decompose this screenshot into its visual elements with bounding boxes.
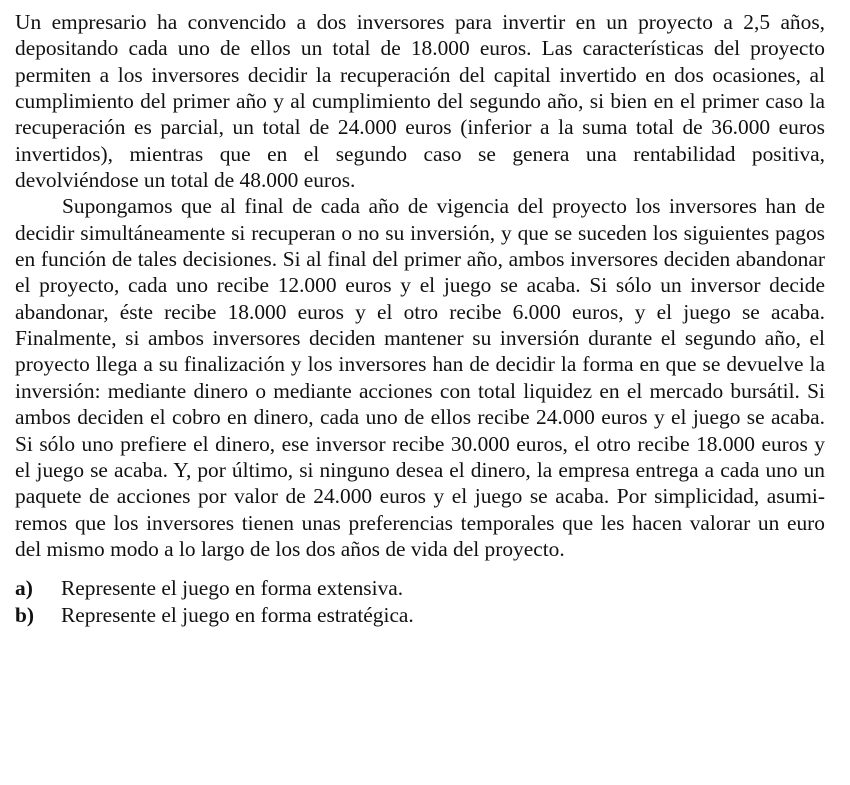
exercise-document bbox=[15, 9, 825, 629]
question-list bbox=[15, 575, 825, 629]
question-b-label: b) bbox=[15, 603, 35, 628]
question-a-label: a) bbox=[15, 576, 33, 601]
paragraph-intro: Un empresario ha convencido a dos inversores para invertir en un proyecto a 2,5 años, depositando cada uno de ellos un total de 18.000 euros. Las características del proyecto permiten a los inversores decidir la recuperación del capital invertido en dos ocasiones, al cumplimiento del primer año y al cumplimiento del segundo año, si bien en el primer caso la recuperación es parcial, un total de 24.000 euros (inferior a la suma total de 36.000 euros invertidos), mientras que en el segundo caso se genera una rentabilidad positiva, devolviéndose un total de 48.000 euros. bbox=[15, 10, 825, 193]
paragraph-payoffs: Supongamos que al final de cada año de vigencia del proyecto los inversores han de decidir simultáneamente si recuperan o no su inversión, y que se suceden los siguientes pagos en función de tales decisiones. Si al final del primer año, ambos inversores deciden abandonar el proyecto, cada uno recibe 12.000 euros y el juego se acaba. Si sólo un inversor decide abandonar, éste recibe 18.000 euros y el otro recibe 6.000 euros, y el juego se acaba. Finalmente, si ambos inversores deciden mantener su inversión durante el segundo año, el proyecto llega a su finalización y los inversores han de decidir la forma en que se devuelve la inversión: mediante dinero o mediante acciones con total liquidez en el mercado bursátil. Si ambos deciden el cobro en dinero, cada uno de ellos recibe 24.000 euros y el juego se acaba. Si sólo uno prefiere el dinero, ese inversor recibe 30.000 euros, el otro recibe 18.000 euros y el juego se acaba. Y, por último, si ninguno desea el dinero, la empresa entrega a cada uno un paquete de acciones por valor de 24.000 euros y el juego se acaba. Por simplicidad, asumiremos que los inversores tienen unas preferencias temporales que les hacen valorar un euro del mismo modo a lo largo de los dos años de vida del proyecto. bbox=[15, 194, 825, 561]
question-a bbox=[15, 575, 825, 602]
question-b-text: Represente el juego en forma estratégica. bbox=[61, 603, 414, 628]
question-a-text: Represente el juego en forma extensiva. bbox=[61, 576, 404, 601]
question-b bbox=[15, 602, 825, 629]
